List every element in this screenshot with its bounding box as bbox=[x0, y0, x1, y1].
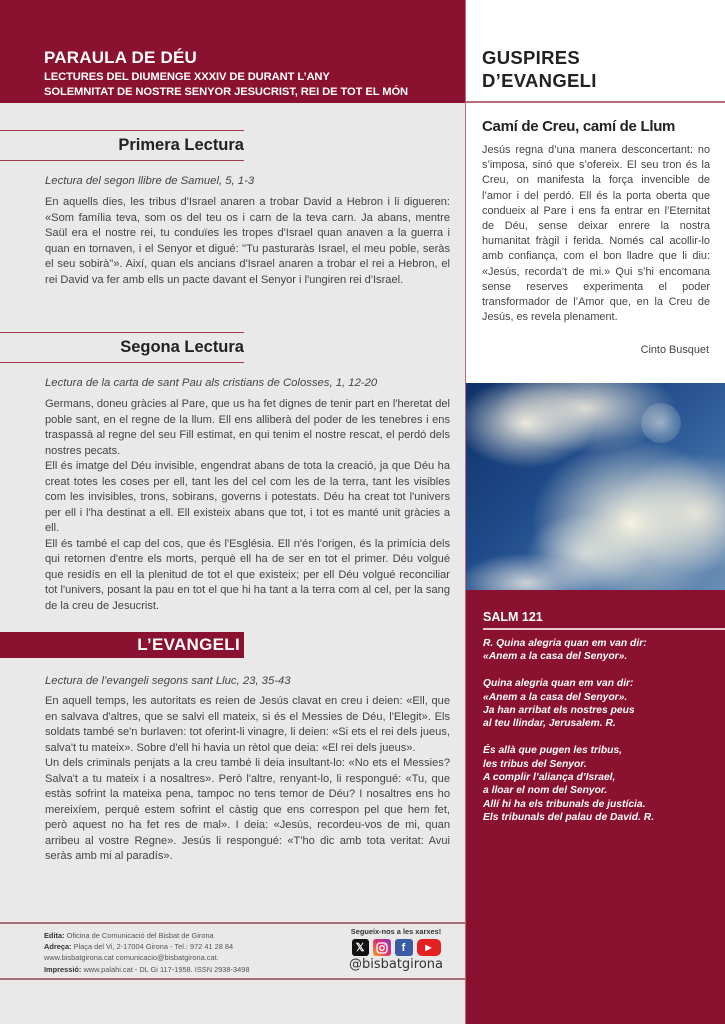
psalm-stanza bbox=[483, 744, 719, 824]
paragraph: Germans, doneu gràcies al Pare, que us ha fet dignes de tenir part en l'heretat del poble sant, en el regne de la llum. Ell ens alliberà del poder de les tenebres i ens traspassà al regne del seu Fill estimat, en qui tenim el nostre rescat, el perdó dels nostres pecats. bbox=[45, 398, 450, 457]
psalm-line: al teu llindar, Jerusalem. R. bbox=[483, 718, 616, 730]
psalm-stanza bbox=[483, 677, 719, 731]
sky-clouds-photo bbox=[466, 383, 725, 590]
first-reading-text: En aquells dies, les tribus d'Israel anaren a trobar David a Hebron i li digueren: «Som família teva, som os del teu os i carn de la teva carn. Ja abans, mentre Saül era el nostre rei, tu conduïes les tropes d'Israel quan anaven a la guerra i quan en tornaven, i el Senyor et digué: "Tu pasturaràs Israel, el meu poble, seràs el seu sobirà"». Així, quan els ancians d'Israel anaren a trobar el rei a Hebron, el rei David va fer amb ells un pacte davant el Senyor i l'ungiren rei d'Israel. bbox=[45, 196, 450, 286]
gospel-heading bbox=[0, 632, 244, 658]
section-title: Primera Lectura bbox=[118, 136, 244, 154]
masthead bbox=[0, 0, 465, 103]
psalm-line: És allà que pugen les tribus, bbox=[483, 745, 623, 757]
second-reading-reference: Lectura de la carta de sant Pau als cristians de Colosses, 1, 12-20 bbox=[45, 377, 378, 389]
guspires-title-line: GUSPIRES bbox=[482, 47, 581, 68]
psalm-text bbox=[483, 637, 719, 838]
footer bbox=[0, 922, 465, 980]
psalm-line: A complir l’aliança d’Israel, bbox=[483, 772, 616, 784]
social-handle[interactable]: @bisbatgirona bbox=[348, 957, 444, 972]
publisher-info bbox=[44, 930, 249, 975]
paragraph: En aquell temps, les autoritats es reien de Jesús clavat en creu i deien: «Ell, que en salvava d'altres, que se salvi ell mateix, si és el Messies de Déu, l'Elegit». Els soldats també se'n burlaven: tot oferint-li vinagre, li deien: «Si ets el rei dels jueus, salva't tu mateix». Sobre d'ell hi havia un rètol que deia: «El rei dels jueus». bbox=[45, 695, 450, 754]
x-icon[interactable]: 𝕏 bbox=[352, 939, 369, 956]
divider bbox=[483, 628, 725, 630]
section-title: L’EVANGELI bbox=[137, 635, 240, 654]
psalm-stanza bbox=[483, 637, 719, 664]
edita-label: Edita: bbox=[44, 931, 65, 940]
psalm-line: Quina alegria quan em van dir: bbox=[483, 678, 634, 690]
youtube-icon[interactable]: ▶ bbox=[417, 939, 441, 956]
paragraph: Ell és també el cap del cos, que és l'Església. Ell n'és l'origen, és la primícia dels qui retornen d'entre els morts, perquè ell ha de ser en tot el primer. Déu volgué que residís en ell la plenitud de tot el que existeix; per ell Déu volgué reconciliar tot l'univers, posant la pau en tot el que hi ha tant a la terra com al cel, per la sang de la creu de Jesucrist. bbox=[45, 537, 450, 612]
psalm-line: les tribus del Senyor. bbox=[483, 758, 587, 770]
psalm-line: Els tribunals del palau de David. R. bbox=[483, 812, 655, 824]
impressio-value: www.palahi.cat - DL Gi 117-1958. ISSN 2938-3498 bbox=[83, 964, 250, 974]
psalm-line: a lloar el nom del Senyor. bbox=[483, 785, 608, 797]
masthead-subtitle: SOLEMNITAT DE NOSTRE SENYOR JESUCRIST, REI DE TOT EL MÓN bbox=[44, 86, 409, 98]
impressio-label: Impressió: bbox=[44, 964, 82, 974]
social-icons bbox=[346, 939, 446, 956]
first-reading-heading bbox=[0, 130, 244, 161]
guspires-title bbox=[482, 46, 597, 92]
masthead-subtitle: LECTURES DEL DIUMENGE XXXIV DE DURANT L’ANY bbox=[44, 71, 330, 83]
instagram-icon[interactable] bbox=[373, 939, 391, 956]
gospel-text bbox=[45, 694, 450, 865]
adreca-label: Adreça: bbox=[44, 942, 72, 952]
guspires-title-line: D’EVANGELI bbox=[482, 70, 597, 91]
psalm-title: SALM 121 bbox=[483, 610, 543, 624]
gospel-reference: Lectura de l’evangeli segons sant Lluc, 23, 35-43 bbox=[45, 675, 291, 687]
masthead-title: PARAULA DE DÉU bbox=[44, 48, 197, 67]
follow-text: Segueix-nos a les xarxes! bbox=[350, 927, 442, 936]
web-contact[interactable]: www.bisbatgirona.cat comunicacio@bisbatgirona.cat. bbox=[44, 953, 219, 963]
psalm-line: «Anem a la casa del Senyor». bbox=[483, 691, 628, 703]
edita-value: Oficina de Comunicació del Bisbat de Girona bbox=[66, 931, 214, 940]
divider bbox=[466, 101, 725, 103]
paragraph: Un dels criminals penjats a la creu també li deia insultant-lo: «No ets el Messies? Salva't a tu mateix i a nosaltres». Però l'altre, renyant-lo, li respongué: «Tu, que estàs sofrint la mateixa pena, tampoc no tens temor de Déu? I nosaltres ens ho mereixíem, perquè estem sofrint el càstig que ens correspon pel que hem fet, però aquest no ha fet res de mal». I deia: «Jesús, recordeu-vos de mi, quan arribeu al vostre Regne». Jesús li respongué: «T'ho dic amb tota veritat: Avui seràs amb mi al paradís». bbox=[45, 757, 450, 862]
guspires-author: Cinto Busquet bbox=[640, 344, 709, 356]
psalm-panel bbox=[466, 590, 725, 1024]
facebook-icon[interactable]: f bbox=[395, 939, 413, 956]
section-title: Segona Lectura bbox=[120, 338, 244, 356]
social-block bbox=[346, 927, 446, 972]
second-reading-heading bbox=[0, 332, 244, 363]
psalm-line: «Anem a la casa del Senyor». bbox=[483, 651, 628, 663]
paragraph: Ell és imatge del Déu invisible, engendrat abans de tota la creació, ja que Déu ha creat totes les coses per ell, tant les del cel com les de la terra, tant les visibles com les invisibles, trons, sobirans, governs i potestats. Déu ha creat tot l'univers per ell i l'ha destinat a ell. Ell existeix abans que tot, i tot es manté unit gràcies a ell. bbox=[45, 460, 450, 534]
psalm-line: Allí hi ha els tribunals de justícia. bbox=[483, 798, 646, 810]
second-reading-text bbox=[45, 397, 450, 614]
psalm-line: Ja han arribat els nostres peus bbox=[483, 705, 635, 717]
guspires-subtitle: Camí de Creu, camí de Llum bbox=[482, 118, 676, 135]
first-reading-reference: Lectura del segon llibre de Samuel, 5, 1-3 bbox=[45, 175, 255, 187]
adreca-value: Plaça del Vi, 2-17004 Girona - Tel.: 972 41 28 84 bbox=[73, 942, 234, 952]
guspires-text: Jesús regna d’una manera desconcertant: no s’imposa, sinó que s’ofereix. El seu tron és la Creu, on manifesta la força invencible de l’amor i del perdó. Ell és la porta oberta que condueix al Pare i ens fa entrar en l’Eternitat de Déu, sense deixar enrere la nostra humanitat fràgil i ferida. Només cal acollir-lo amb confiança, com el bon lladre que li diu: «Jesús, recorda’t de mi.» Qui s’hi encomana sense reserves experimenta el poder transformador de l’Amor que, en la Creu de Jesús, es revela plenament. bbox=[482, 144, 710, 324]
light-flare bbox=[641, 403, 681, 443]
right-column bbox=[465, 0, 725, 1024]
psalm-line: R. Quina alegria quan em van dir: bbox=[483, 638, 647, 649]
